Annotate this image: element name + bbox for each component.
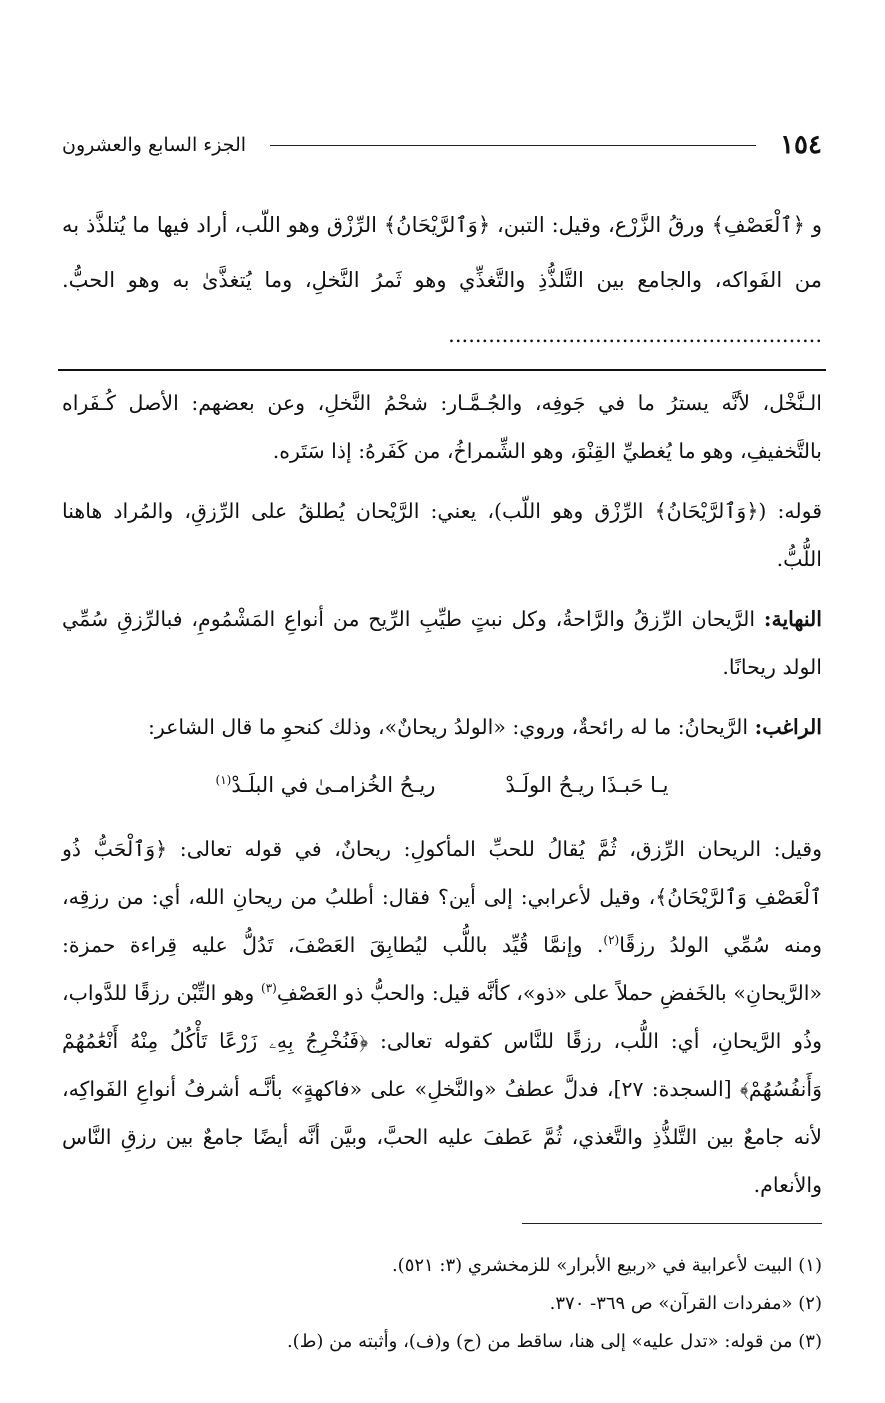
footnote-3: (٣) من قوله: «تدل عليه» إلى هنا، ساقط من (ح) و(ف)، وأثبته من (ط). [286,1331,822,1352]
footnote-rule [522,1223,822,1224]
footnote-2: (٢) «مفردات القرآن» ص ٣٦٩- ٣٧٠. [549,1293,822,1314]
commentary-paragraph-1: الـنَّخْل، لأنَّه يسترُ ما في جَوفِه، والجُـمَّـار: شحْمُ النَّخلِ، وعن بعضهم: الأصل كُـفَراه بالتَّخفيفِ، وهو ما يُغطيِّ القِنْوَ، وهو الشِّمراخُ، من كَفَرهُ: إذا سَتَره. [62,391,822,463]
verse-hemistich-1: يـا حَبـذَا ريـحُ الولَـدْ [505,773,669,797]
source-label-nihaya: النهاية: [763,607,822,631]
footnote-ref-3: (٣) [261,981,277,996]
verse-hemistich-2 [216,761,436,809]
verse-text-2: ريـحُ الخُزامـىٰ في البلَـدْ [231,773,436,797]
p5-part-c: وهو التِّبْن رزقًا للدَّواب، وذُو الرَّيحانِ، أي: اللُّب، رزقًا للنَّاس كقوله تعالى: ﴿فَنُخْرِجُ بِهِۦ زَرْعًا تَأْكُلُ مِنْهُ أَنْعَٰمُهُمْ وَأَنفُسُهُمْ﴾ [السجدة: ٢٧]، فدلَّ عطفُ «والنَّخلِ» على «فاكهةٍ» بأنَّـه أشرفُ أنواعِ الفَواكِه، لأنه جامعٌ بين التَّلذُّذِ والتَّغذي، ثُمَّ عَطفَ عليه الحبَّ، وبيَّن أنَّه أيضًا جامعٌ بين رزقِ النَّاس والأنعام. [62,981,822,1197]
book-page [62,120,822,1362]
main-dots: ........................................................ [448,323,822,347]
commentary [62,379,822,1209]
p5-part-a: وقيل: الريحان الرِّزق، ثُمَّ يُقالُ للحبِّ المأكولِ: ريحانٌ، في قوله تعالى: ﴿وَٱلْحَبُّ ذُو ٱلْعَصْفِ وَٱلرَّيْحَانُ﴾، وقيل لأعرابي: إلى أين؟ فقال: أطلبُ من ريحانِ الله، أي: من رزقِه، ومنه سُمِّي الولدُ رزقًا [62,837,823,957]
source-label-raghib: الراغب: [754,715,822,739]
footnote-1: (١) البيت لأعرابية في «ربيع الأبرار» للزمخشري (٣: ٥٢١). [391,1255,822,1276]
footnotes [62,1248,822,1360]
page-header [62,120,822,170]
nihaya-text: الرَّيحان الرِّزقُ والرَّاحةُ، وكل نبتٍ طيِّبِ الرِّيح من أنواعِ المَشْمُومِ، فبالرِّزقِ سُمِّي الولد ريحانًا. [62,607,822,679]
commentary-paragraph-2: قوله: (﴿وَٱلرَّيْحَانُ﴾ الرِّزْق وهو اللّب)، يعني: الرَّيْحان يُطلقُ على الرِّزقِ، والمُراد هاهنا اللُّبُّ. [62,499,822,571]
footnote-ref-1: (١) [215,773,232,787]
footnote-ref-2: (٢) [603,933,620,948]
section-rule [58,369,826,371]
p5-part-b: . وإنمَّا قُيِّد باللُّب ليُطابِقَ العَصْفَ، تَدُلُّ عليه قِراءة حمزة: «الرَّيحانِ» بالخَفضِ حملاً على «ذو»، كأنَّه قيل: والحبُّ ذو العَصْفِ [62,933,822,1005]
raghib-text: الرَّيحانُ: ما له رائحةٌ، وروي: «الولدُ ريحانٌ»، وذلك كنحوِ ما قال الشاعر: [147,715,755,739]
header-rule [270,145,756,146]
page-number: ١٥٤ [780,130,822,160]
commentary-paragraph-3 [62,595,822,691]
main-text [62,198,822,363]
poetry-verse [62,761,822,809]
commentary-paragraph-4 [62,703,822,751]
main-paragraph: و ﴿ٱلْعَصْفِ﴾ ورقُ الزَّرْع، وقيل: التبن، ﴿وَٱلرَّيْحَانُ﴾ الرِّزْق وهو اللّب، أراد فيها ما يُتلذَّذ به من الفَواكه، والجامع بين التَّلذُّذِ والتَّغذِّي وهو ثَمرُ النَّخلِ، وما يُتغذَّىٰ به وهو الحبُّ. [62,213,822,292]
commentary-paragraph-5 [62,825,822,1209]
running-title: الجزء السابع والعشرون [62,134,247,156]
